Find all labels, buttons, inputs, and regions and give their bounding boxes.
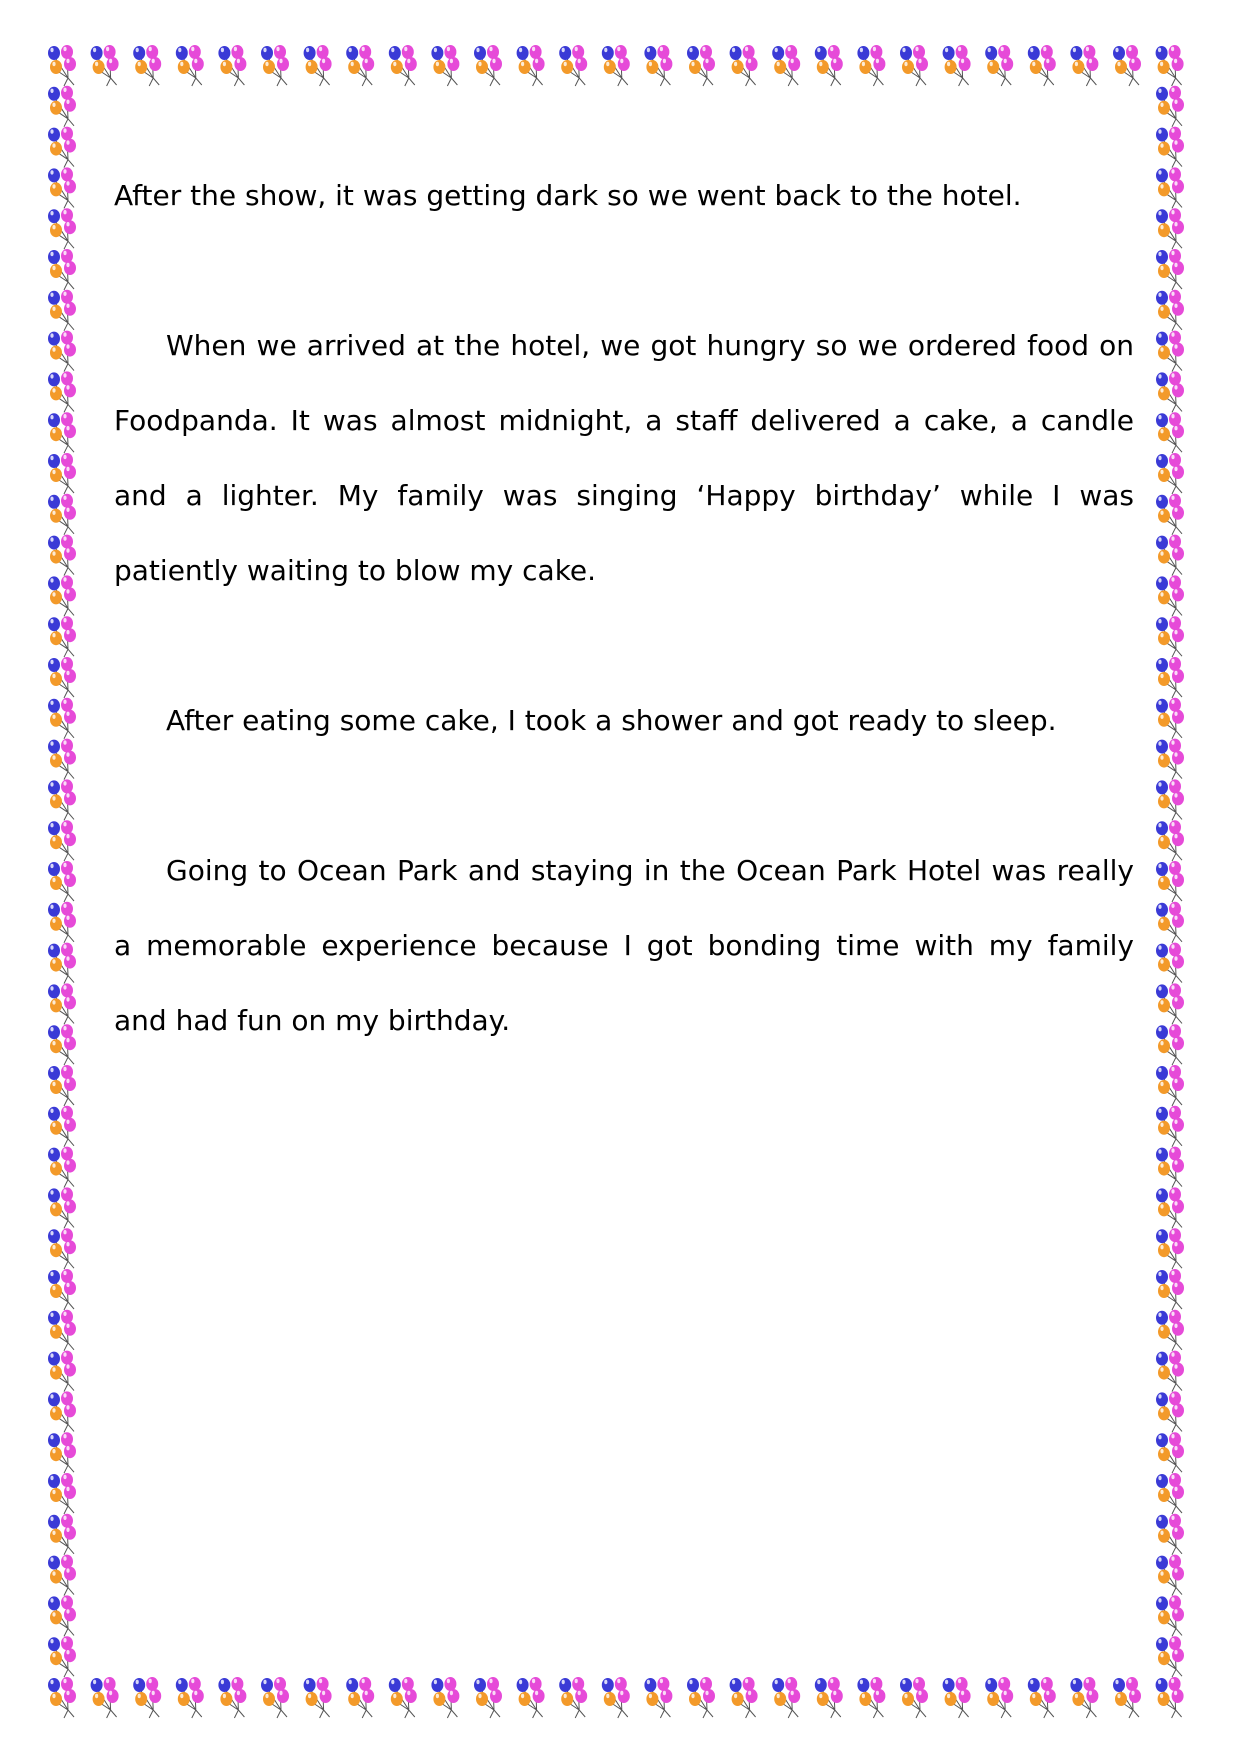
balloon-bunch-icon [1156,1147,1184,1188]
balloon-bunch-icon [1156,820,1184,861]
balloon-bunch-icon [389,1677,417,1718]
balloon-bunch-icon [1156,1555,1184,1596]
balloon-bunch-icon [857,1677,885,1718]
balloon-bunch-icon [176,1677,204,1718]
balloon-bunch-icon [48,983,76,1024]
balloon-bunch-icon [48,208,76,249]
balloon-bunch-icon [985,1677,1013,1718]
balloon-bunch-icon [48,657,76,698]
balloon-bunch-icon [1113,1677,1141,1718]
balloon-bunch-icon [1156,1391,1184,1432]
balloon-bunch-icon [48,1187,76,1228]
balloon-bunch-icon [602,45,630,86]
balloon-bunch-icon [133,45,161,86]
balloon-bunch-icon [346,1677,374,1718]
balloon-bunch-icon [91,1677,119,1718]
paragraph-3: After eating some cake, I took a shower and got ready to sleep. [166,704,1057,737]
balloon-bunch-icon [517,1677,545,1718]
balloon-bunch-icon [1156,412,1184,453]
balloon-bunch-icon [48,739,76,780]
balloon-bunch-icon [48,861,76,902]
balloon-bunch-icon [1156,575,1184,616]
balloon-bunch-icon [1156,1106,1184,1147]
balloon-bunch-icon [48,1595,76,1636]
balloon-bunch-icon [1156,127,1184,168]
balloon-bunch-icon [48,1228,76,1269]
balloon-bunch-icon [1156,167,1184,208]
balloon-bunch-icon [1156,983,1184,1024]
balloon-bunch-icon [431,1677,459,1718]
balloon-bunch-icon [559,1677,587,1718]
balloon-bunch-icon [1156,1065,1184,1106]
balloon-bunch-icon [730,45,758,86]
balloon-bunch-icon [730,1677,758,1718]
balloon-bunch-icon [48,1065,76,1106]
balloon-bunch-icon [1156,1595,1184,1636]
balloon-bunch-icon [48,494,76,535]
balloon-bunch-icon [1156,739,1184,780]
balloon-bunch-icon [48,1636,76,1677]
balloon-bunch-icon [1156,331,1184,372]
balloon-bunch-icon [687,1677,715,1718]
paragraph-4: Going to Ocean Park and staying in the Ocean Park Hotel was really a memorable experience because I got bonding time with my family and had fun on my birthday. [114,854,1134,1037]
balloon-bunch-icon [48,86,76,127]
balloon-bunch-icon [1156,208,1184,249]
balloon-bunch-icon [1028,1677,1056,1718]
balloon-bunch-icon [1156,779,1184,820]
balloon-bunch-icon [815,1677,843,1718]
balloon-bunch-icon [389,45,417,86]
balloon-bunch-icon [1156,657,1184,698]
balloon-bunch-icon [48,1555,76,1596]
balloon-bunch-icon [48,943,76,984]
balloon-bunch-icon [687,45,715,86]
balloon-bunch-icon [48,1351,76,1392]
balloon-bunch-icon [48,412,76,453]
balloon-bunch-icon [48,1391,76,1432]
balloon-bunch-icon [133,1677,161,1718]
balloon-bunch-icon [1156,1024,1184,1065]
balloon-bunch-icon [517,45,545,86]
paragraph-spacer [114,758,1134,833]
paragraph-spacer [114,608,1134,683]
balloon-bunch-icon [1070,1677,1098,1718]
balloon-bunch-icon [48,616,76,657]
balloon-bunch-icon [474,45,502,86]
balloon-bunch-icon [48,1432,76,1473]
balloon-bunch-icon [1156,1677,1184,1718]
balloon-bunch-icon [1156,1187,1184,1228]
balloon-bunch-icon [1156,861,1184,902]
balloon-bunch-icon [48,1024,76,1065]
balloon-bunch-icon [48,1473,76,1514]
balloon-bunch-icon [1156,371,1184,412]
balloon-bunch-icon [431,45,459,86]
balloon-bunch-icon [644,45,672,86]
balloon-bunch-icon [48,127,76,168]
balloon-bunch-icon [346,45,374,86]
balloon-bunch-icon [48,290,76,331]
balloon-bunch-icon [48,779,76,820]
balloon-bunch-icon [91,45,119,86]
balloon-bunch-icon [1156,1514,1184,1555]
balloon-bunch-icon [772,1677,800,1718]
balloon-bunch-icon [48,249,76,290]
balloon-bunch-icon [1156,616,1184,657]
balloon-bunch-icon [261,45,289,86]
paragraph-2: When we arrived at the hotel, we got hungry so we ordered food on Foodpanda. It was almost midnight, a staff delivered a cake, a candle and a lighter. My family was singing ‘Happy birthday’ while I was patiently waiting to blow my cake. [114,329,1134,587]
balloon-bunch-icon [900,1677,928,1718]
balloon-bunch-icon [48,698,76,739]
balloon-bunch-icon [48,1269,76,1310]
balloon-bunch-icon [1156,1310,1184,1351]
balloon-bunch-icon [48,1147,76,1188]
balloon-bunch-icon [900,45,928,86]
balloon-bunch-icon [48,820,76,861]
balloon-bunch-icon [1156,1432,1184,1473]
balloon-bunch-icon [1156,45,1184,86]
balloon-bunch-icon [602,1677,630,1718]
balloon-bunch-icon [644,1677,672,1718]
balloon-bunch-icon [48,1310,76,1351]
balloon-bunch-icon [943,1677,971,1718]
balloon-bunch-icon [1156,1473,1184,1514]
balloon-bunch-icon [48,453,76,494]
balloon-bunch-icon [1156,1351,1184,1392]
balloon-bunch-icon [1070,45,1098,86]
balloon-bunch-icon [1156,86,1184,127]
paragraph-1: After the show, it was getting dark so we went back to the hotel. [114,179,1022,212]
balloon-bunch-icon [1156,1269,1184,1310]
balloon-bunch-icon [1156,1228,1184,1269]
balloon-bunch-icon [1028,45,1056,86]
balloon-bunch-icon [559,45,587,86]
balloon-bunch-icon [176,45,204,86]
balloon-bunch-icon [48,902,76,943]
paragraph-spacer [114,233,1134,308]
balloon-bunch-icon [1156,535,1184,576]
balloon-bunch-icon [857,45,885,86]
balloon-bunch-icon [48,1677,76,1718]
balloon-bunch-icon [1156,1636,1184,1677]
balloon-bunch-icon [48,1106,76,1147]
balloon-bunch-icon [772,45,800,86]
balloon-bunch-icon [1156,494,1184,535]
balloon-bunch-icon [48,575,76,616]
balloon-bunch-icon [1156,249,1184,290]
balloon-bunch-icon [815,45,843,86]
balloon-bunch-icon [48,45,76,86]
balloon-bunch-icon [943,45,971,86]
balloon-bunch-icon [1156,902,1184,943]
balloon-bunch-icon [474,1677,502,1718]
balloon-bunch-icon [1156,453,1184,494]
balloon-bunch-icon [218,1677,246,1718]
balloon-bunch-icon [218,45,246,86]
balloon-bunch-icon [48,167,76,208]
balloon-bunch-icon [48,535,76,576]
balloon-bunch-icon [1156,290,1184,331]
balloon-bunch-icon [48,371,76,412]
balloon-bunch-icon [1113,45,1141,86]
balloon-bunch-icon [304,45,332,86]
balloon-bunch-icon [304,1677,332,1718]
balloon-bunch-icon [1156,698,1184,739]
balloon-bunch-icon [48,331,76,372]
balloon-bunch-icon [48,1514,76,1555]
balloon-bunch-icon [985,45,1013,86]
balloon-bunch-icon [1156,943,1184,984]
balloon-bunch-icon [261,1677,289,1718]
page-body [114,158,1134,1058]
